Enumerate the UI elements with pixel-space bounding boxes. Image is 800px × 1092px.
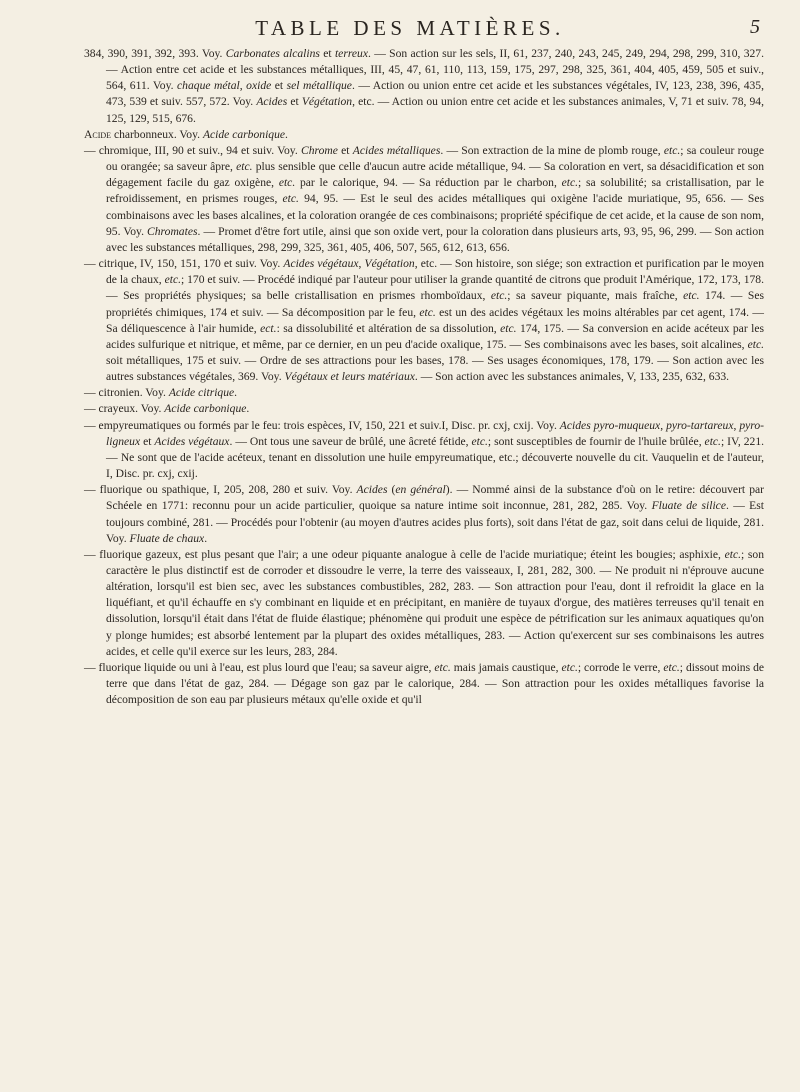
index-entry: — fluorique ou spathique, I, 205, 208, 280 et suiv. Voy. Acides (en général). — Nommé ainsi de la substance d'où on le retire: découvert par Schéele en 1771: reconnu pour un acide particulier, quoique sa nature intime soit inconnue, 281, 282, 285. Voy. Fluate de silice. — Est toujours combiné, 281. — Procédés pour l'obtenir (au moyen d'autres acides plus forts), soit dans l'état de gaz, soit dans celui de liquide, 281. Voy. Fluate de chaux. bbox=[84, 483, 765, 545]
running-title: TABLE DES MATIÈRES. bbox=[255, 16, 565, 40]
page-number: 5 bbox=[750, 16, 760, 38]
index-entry: — citronien. Voy. Acide citrique. bbox=[84, 386, 238, 400]
index-entry: — chromique, III, 90 et suiv., 94 et suiv. Voy. Chrome et Acides métalliques. — Son extraction de la mine de plomb rouge, etc.; sa couleur rouge ou orangée; sa saveur âpre, etc. plus sensible que celle d'aucun autre acide métallique, 94. — Sa coloration en vert, sa désacidification et son dégagement facile du gaz oxigène, etc. par le calorique, 94. — Sa réduction par le charbon, etc.; sa solubilité; sa cristallisation, par le refroidissement, en prismes rouges, etc. 94, 95. — Est le seul des acides métalliques qui oxigène l'acide muriatique, 95, 656. — Ses combinaisons avec les bases alcalines, et la coloration orangée de ces combinaisons; propriété spécifique de cet acide, et la cause de son nom, 95. Voy. Chromates. — Promet d'être fort utile, ainsi que son oxide vert, pour la coloration dans plusieurs arts, 93, 95, 96, 299. — Son action avec les substances métalliques, 298, 299, 325, 361, 405, 406, 507, 565, 612, 613, 656. bbox=[84, 143, 764, 254]
index-text bbox=[84, 46, 764, 708]
index-entry: 384, 390, 391, 392, 393. Voy. Carbonates alcalins et terreux. — Son action sur les sels, II, 61, 237, 240, 243, 245, 249, 294, 298, 299, 310, 327. — Action entre cet acide et les substances métalliques, III, 45, 47, 61, 110, 113, 159, 175, 297, 298, 325, 361, 404, 405, 459, 505 et suiv., 564, 611. Voy. chaque métal, oxide et sel métallique. — Action ou union entre cet acide et les substances végétales, IV, 123, 238, 396, 435, 473, 539 et suiv. 557, 572. Voy. Acides et Végétation, etc. — Action ou union entre cet acide et les substances animales, V, 71 et suiv. 78, 94, 125, 129, 515, 676. bbox=[84, 47, 765, 125]
page-header bbox=[60, 10, 760, 48]
index-entry: — fluorique liquide ou uni à l'eau, est plus lourd que l'eau; sa saveur aigre, etc. mais jamais caustique, etc.; corrode le verre, etc.; dissout moins de terre que dans l'état de gaz, 284. — Dégage son gaz par le calorique, 284. — Son attraction pour les oxides métalliques favorise la décomposition de son eau par plusieurs métaux qu'elle oxide et qu'il bbox=[84, 660, 765, 707]
index-entry: — empyreumatiques ou formés par le feu: trois espèces, IV, 150, 221 et suiv.I, Disc. pr. cxj, cxij. Voy. Acides pyro-muqueux, pyro-tartareux, pyro-ligneux et Acides végétaux. — Ont tous une saveur de brûlé, une âcreté fétide, etc.; sont susceptibles de fournir de l'huile brûlée, etc.; IV, 221. — Ne sont que de l'acide acéteux, tenant en dissolution une huile empyreumatique, etc.; découverte nouvelle du cit. Vauquelin et de l'auteur, I, Disc. pr. cxj, cxij. bbox=[84, 418, 765, 481]
index-entry: — citrique, IV, 150, 151, 170 et suiv. Voy. Acides végétaux, Végétation, etc. — Son histoire, son siége; son extraction et purification par le moyen de la chaux, etc.; 170 et suiv. — Procédé indiqué par l'auteur pour utiliser la grande quantité de citrons que produit l'Amérique, 172, 173, 178. — Ses propriétés physiques; sa belle cristallisation en prismes rhomboïdaux, etc.; sa saveur piquante, mais fraîche, etc. 174. — Ses propriétés chimiques, 174 et suiv. — Sa décomposition par le feu, etc. est un des acides végétaux les moins altérables par cet agent, 174. — Sa déliquescence à l'air humide, ect.: sa dissolubilité et altération de sa dissolution, etc. 174, 175. — Sa conversion en acide acéteux par les acides sulfurique et nitrique, et même, par ce dernier, en un peu d'acide oxalique, 175. — Ses combinaisons avec les bases, soit alcalines, etc. soit métalliques, 175 et suiv. — Ordre de ses attractions pour les bases, 178. — Ses usages économiques, 178, 179. — Son action avec les autres substances végétales, 369. Voy. Végétaux et leurs matériaux. — Son action avec les substances animales, V, 133, 235, 632, 633. bbox=[84, 257, 765, 384]
index-entry: — fluorique gazeux, est plus pesant que l'air; a une odeur piquante analogue à celle de l'acide muriatique; éteint les bougies; asphixie, etc.; son caractère le plus distinctif est de corroder et dissoudre le verre, la terre des vaisseaux, I, 281, 282, 300. — Ne produit ni n'éprouve aucune altération, lorsqu'il est bien sec, avec les substances combustibles, 282, 283. — Son attraction pour l'eau, dont il refroidit la glace en la liquéfiant, et qu'il échauffe en s'y combinant en liquide et en précipitant, en manière de tuyaux d'orgue, des matières terreuses qu'il tenait en dissolution, lorsqu'il était dans l'état de fluide élastique; phénomène qui produit une espèce de pétrification sur les animaux aquatiques qu'on y plonge humides; est absorbé lentement par la plupart des oxides métalliques, 283. — Action qu'exercent sur ses combinaisons les autres acides, et celle qu'il exerce sur les leurs, 283, 284. bbox=[84, 547, 764, 658]
index-entry: Acide charbonneux. Voy. Acide carbonique. bbox=[84, 127, 288, 141]
index-entry: — crayeux. Voy. Acide carbonique. bbox=[84, 402, 250, 416]
